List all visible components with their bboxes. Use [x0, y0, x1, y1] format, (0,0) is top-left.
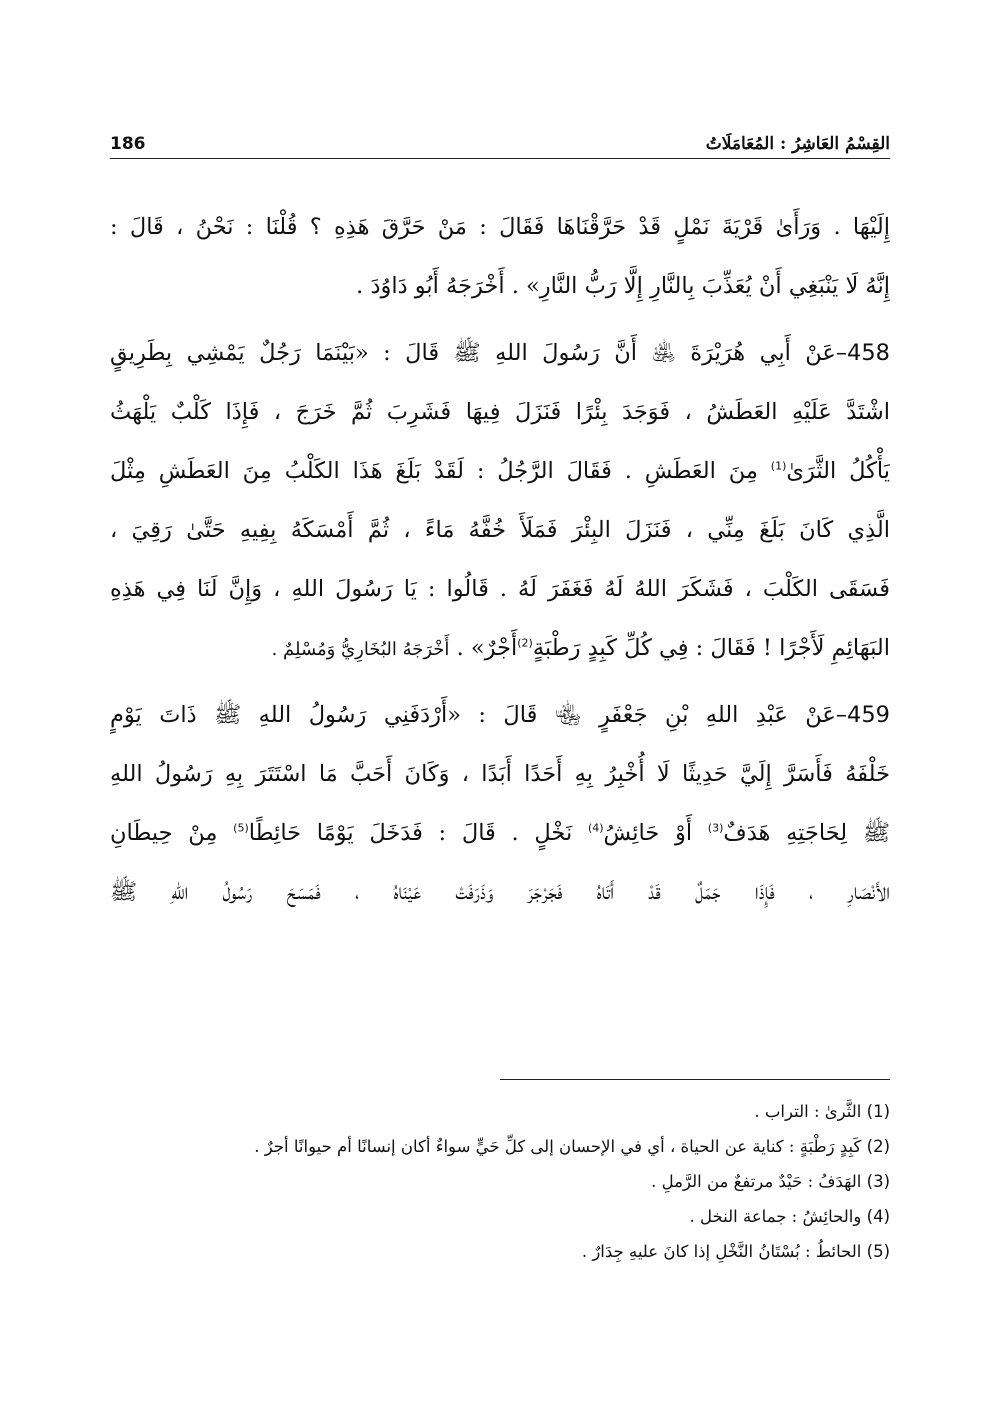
footnote-ref-3[interactable]: (3) [707, 821, 724, 835]
hadith-458 [110, 324, 890, 678]
text-line: البَهَائِمِ لَأَجْرًا ! فَقَالَ : فِي كُلِّ كَبِدٍ رَطْبَةٍ$^{(2)}$أَجْرٌ» . أَخْرَجَهُ البُخَارِيُّ وَمُسْلِمٌ . [271, 635, 890, 661]
main-text [110, 198, 890, 922]
text-line: الَّذِي كَانَ بَلَغَ مِنِّي ، فَنَزَلَ البِئْرَ فَمَلَأَ خُفَّهُ مَاءً ، ثُمَّ أَمْسَكَهُ بِفِيهِ حَتَّىٰ رَقِيَ ، [110, 517, 890, 543]
footnote-ref-4[interactable]: (4) [587, 821, 604, 835]
text-line: 459–عَنْ عَبْدِ اللهِ بْنِ جَعْفَرٍ ﵄ قَالَ : «أَرْدَفَنِي رَسُولُ اللهِ ﷺ ذَاتَ يَوْمٍ [110, 702, 890, 728]
footnote-ref-2[interactable]: (2) [517, 636, 533, 650]
section-title: القِسْمُ العَاشِرُ : المُعَامَلَاتُ [705, 134, 890, 154]
footnotes [110, 1094, 890, 1269]
text-line: إِلَيْهَا . وَرَأَىٰ قَرْيَةَ نَمْلٍ قَدْ حَرَّقْنَاهَا فَقَالَ : مَنْ حَرَّقَ هَذِهِ ؟ قُلْنَا : نَحْنُ ، قَالَ : [110, 214, 890, 240]
paragraph-continuation [110, 198, 890, 316]
footnote-3: (3) الهَدَفُ : حَيْدٌ مرتفعٌ من الرَّملِ . [651, 1172, 890, 1191]
text-line: 458–عَنْ أَبِي هُرَيْرَةَ ﵁ أَنَّ رَسُولَ اللهِ ﷺ قَالَ : «بَيْنَمَا رَجُلٌ يَمْشِي بِطَرِيقٍ [110, 340, 890, 366]
hadith-459 [110, 686, 890, 922]
hadith-number: 459– [835, 702, 890, 728]
footnote-2: (2) كَبِدٍ رَطْبَةٍ : كناية عن الحياة ، أي في الإحسان إلى كلِّ حَيٍّ سواءٌ أكان إنسانًا أم حيوانًا أجرٌ . [254, 1137, 890, 1156]
footnote-4: (4) والحائِشُ : جماعة النخل . [689, 1207, 890, 1226]
footnote-1: (1) الثَّرىٰ : التراب . [754, 1102, 890, 1121]
book-page [110, 0, 890, 1417]
text-line: الأَنْصَارِ ، فَإِذَا جَمَلٌ قَدْ أَتَاهُ فَجَرْجَرَ وَذَرَفَتْ عَيْنَاهُ ، فَمَسَحَ رَسُولُ اللهِ ﷺ [110, 879, 890, 905]
hadith-source: أَخْرَجَهُ البُخَارِيُّ وَمُسْلِمٌ . [271, 639, 450, 660]
text-line: ﷺ لِحَاجَتِهِ هَدَفٌ$^{(3)}$ أَوْ حَائِشُ$^{(4)}$ نَخْلٍ . قَالَ : فَدَخَلَ يَوْمًا حَائِطًا$^{(5)}$ مِنْ حِيطَانِ [110, 820, 890, 846]
footnote-ref-5[interactable]: (5) [233, 821, 249, 835]
text-line: خَلْفَهُ فَأَسَرَّ إِلَيَّ حَدِيثًا لَا أُخْبِرُ بِهِ أَحَدًا أَبَدًا ، وَكَانَ أَحَبَّ مَا اسْتَتَرَ بِهِ رَسُولُ اللهِ [110, 761, 890, 787]
text-line: يَأْكُلُ الثَّرَىٰ$^{(1)}$ مِنَ العَطَشِ . فَقَالَ الرَّجُلُ : لَقَدْ بَلَغَ هَذَا الكَلْبُ مِنَ العَطَشِ مِثْلَ [110, 458, 890, 484]
text-line: فَسَقَى الكَلْبَ ، فَشَكَرَ اللهُ لَهُ فَغَفَرَ لَهُ . قَالُوا : يَا رَسُولَ اللهِ ، وَإِنَّ لَنَا فِي هَذِهِ [110, 576, 890, 602]
footnote-ref-1[interactable]: (1) [770, 459, 787, 473]
text-line: إِنَّهُ لَا يَنْبَغِي أَنْ يُعَذِّبَ بِالنَّارِ إِلَّا رَبُّ النَّارِ» . أَخْرَجَهُ أَبُو دَاوُدَ . [356, 273, 890, 299]
footnote-divider [500, 1079, 890, 1080]
page-number: 186 [110, 134, 146, 154]
footnote-5: (5) الحائطُ : بُسْتَانُ النَّخْلِ إذا كانَ عليهِ جِدَارٌ . [581, 1242, 890, 1261]
page-header [110, 120, 890, 159]
hadith-number: 458– [835, 340, 890, 366]
text-line: اشْتَدَّ عَلَيْهِ العَطَشُ ، فَوَجَدَ بِئْرًا فَنَزَلَ فِيهَا فَشَرِبَ ثُمَّ خَرَجَ ، فَإِذَا كَلْبٌ يَلْهَثُ [110, 399, 890, 425]
